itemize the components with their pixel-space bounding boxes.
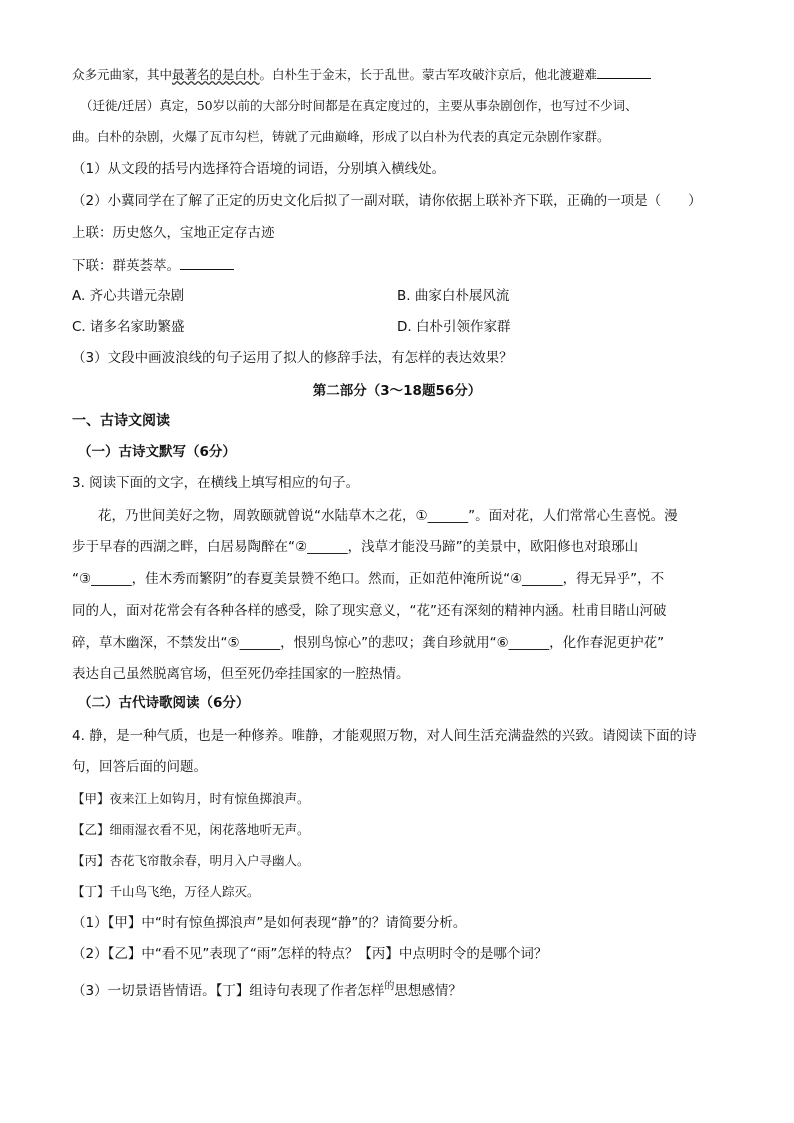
subquestion-2: （2）小冀同学在了解了正定的历史文化后拟了一副对联，请你依据上联补齐下联，正确的一项是（ ） — [72, 193, 702, 209]
subsection-heading-1: （一）古诗文默写（6分） — [78, 444, 236, 460]
answer-blank[interactable] — [180, 255, 234, 270]
question-3-line-2: 步于早春的西湖之畔，白居易陶醉在“②______，浅草才能没马蹄”的美景中，欧阳修也对琅琊山 — [72, 539, 639, 555]
question-3-line-4: 同的人，面对花常会有各种各样的感受，除了现实意义，“花”还有深刻的精神内涵。杜甫目睹山河破 — [72, 603, 667, 619]
poem-ding: 【丁】千山鸟飞绝，万径人踪灭。 — [72, 884, 260, 899]
poem-bing: 【丙】杏花飞帘散余春，明月入户寻幽人。 — [72, 853, 310, 868]
section-heading: 一、古诗文阅读 — [72, 413, 170, 429]
subsection-heading-2: （二）古代诗歌阅读（6分） — [78, 695, 250, 711]
subquestion-1: （1）从文段的括号内选择符合语境的词语，分别填入横线处。 — [72, 161, 446, 177]
passage-text: 。白朴生于金末，长于乱世。蒙古军攻破汴京后，他北渡避难 — [259, 67, 598, 82]
couplet-lower-text: 下联：群英荟萃。 — [72, 258, 180, 274]
option-c[interactable]: C. 诸多名家助繁盛 — [72, 319, 185, 335]
question-4-sub-1: （1）【甲】中“时有惊鱼掷浪声”是如何表现“静”的？请简要分析。 — [72, 915, 467, 931]
question-3-line-5: 碎，草木幽深，不禁发出“⑤______，恨别鸟惊心”的悲叹；龚自珍就用“⑥______，化作春泥更护花” — [72, 635, 665, 651]
option-d[interactable]: D. 白朴引领作家群 — [397, 319, 511, 335]
passage-text: 众多元曲家，其中 — [72, 67, 173, 82]
sub-3-raised-char: 的 — [384, 981, 395, 992]
poem-yi: 【乙】细雨湿衣看不见，闲花落地听无声。 — [72, 822, 310, 837]
question-3-line-1: 花，乃世间美好之物，周敦颐就曾说“水陆草木之花，①______”。面对花，人们常常心生喜悦。漫 — [98, 508, 678, 524]
wavy-underlined-sentence: 最著名的是白朴 — [172, 67, 260, 82]
question-3-line-3: “③______，佳木秀而繁阴”的春夏美景赞不绝口。然而，正如范仲淹所说“④______，得无异乎”，不 — [72, 571, 665, 587]
question-4-sub-3 — [72, 981, 732, 1003]
question-4-line-1: 4. 静，是一种气质，也是一种修养。唯静，才能观照万物，对人间生活充满盎然的兴致。请阅读下面的诗 — [72, 728, 697, 744]
question-4-line-2: 句，回答后面的问题。 — [72, 759, 207, 775]
passage-line-1 — [72, 64, 732, 85]
answer-blank[interactable] — [597, 64, 651, 79]
part-heading: 第二部分（3～18题56分） — [312, 383, 482, 399]
option-b[interactable]: B. 曲家白朴展风流 — [397, 288, 510, 304]
sub-3-text: （3）一切景语皆情语。【丁】组诗句表现了作者怎样 — [72, 983, 385, 999]
option-a[interactable]: A. 齐心共谱元杂剧 — [72, 288, 185, 304]
couplet-upper: 上联：历史悠久，宝地正定存古迹 — [72, 225, 275, 241]
passage-line-3: 曲。白朴的杂剧，火爆了瓦市勾栏，铸就了元曲巅峰，形成了以白朴为代表的真定元杂剧作家群。 — [72, 129, 610, 144]
question-3-stem: 3. 阅读下面的文字，在横线上填写相应的句子。 — [72, 475, 360, 491]
question-3-line-6: 表达自己虽然脱离官场，但至死仍牵挂国家的一腔热情。 — [72, 666, 410, 682]
poem-jia: 【甲】夜来江上如钩月，时有惊鱼掷浪声。 — [72, 791, 310, 806]
subquestion-3: （3）文段中画波浪线的句子运用了拟人的修辞手法，有怎样的表达效果？ — [72, 350, 513, 366]
passage-line-2: （迁徙/迁居）真定，50岁以前的大部分时间都是在真定度过的，主要从事杂剧创作，也写过不少词、 — [80, 98, 638, 113]
couplet-lower — [72, 255, 732, 276]
question-4-sub-2: （2）【乙】中“看不见”表现了“雨”怎样的特点？【丙】中点明时令的是哪个词？ — [72, 946, 548, 962]
sub-3-text-end: 思想感情？ — [394, 983, 462, 999]
